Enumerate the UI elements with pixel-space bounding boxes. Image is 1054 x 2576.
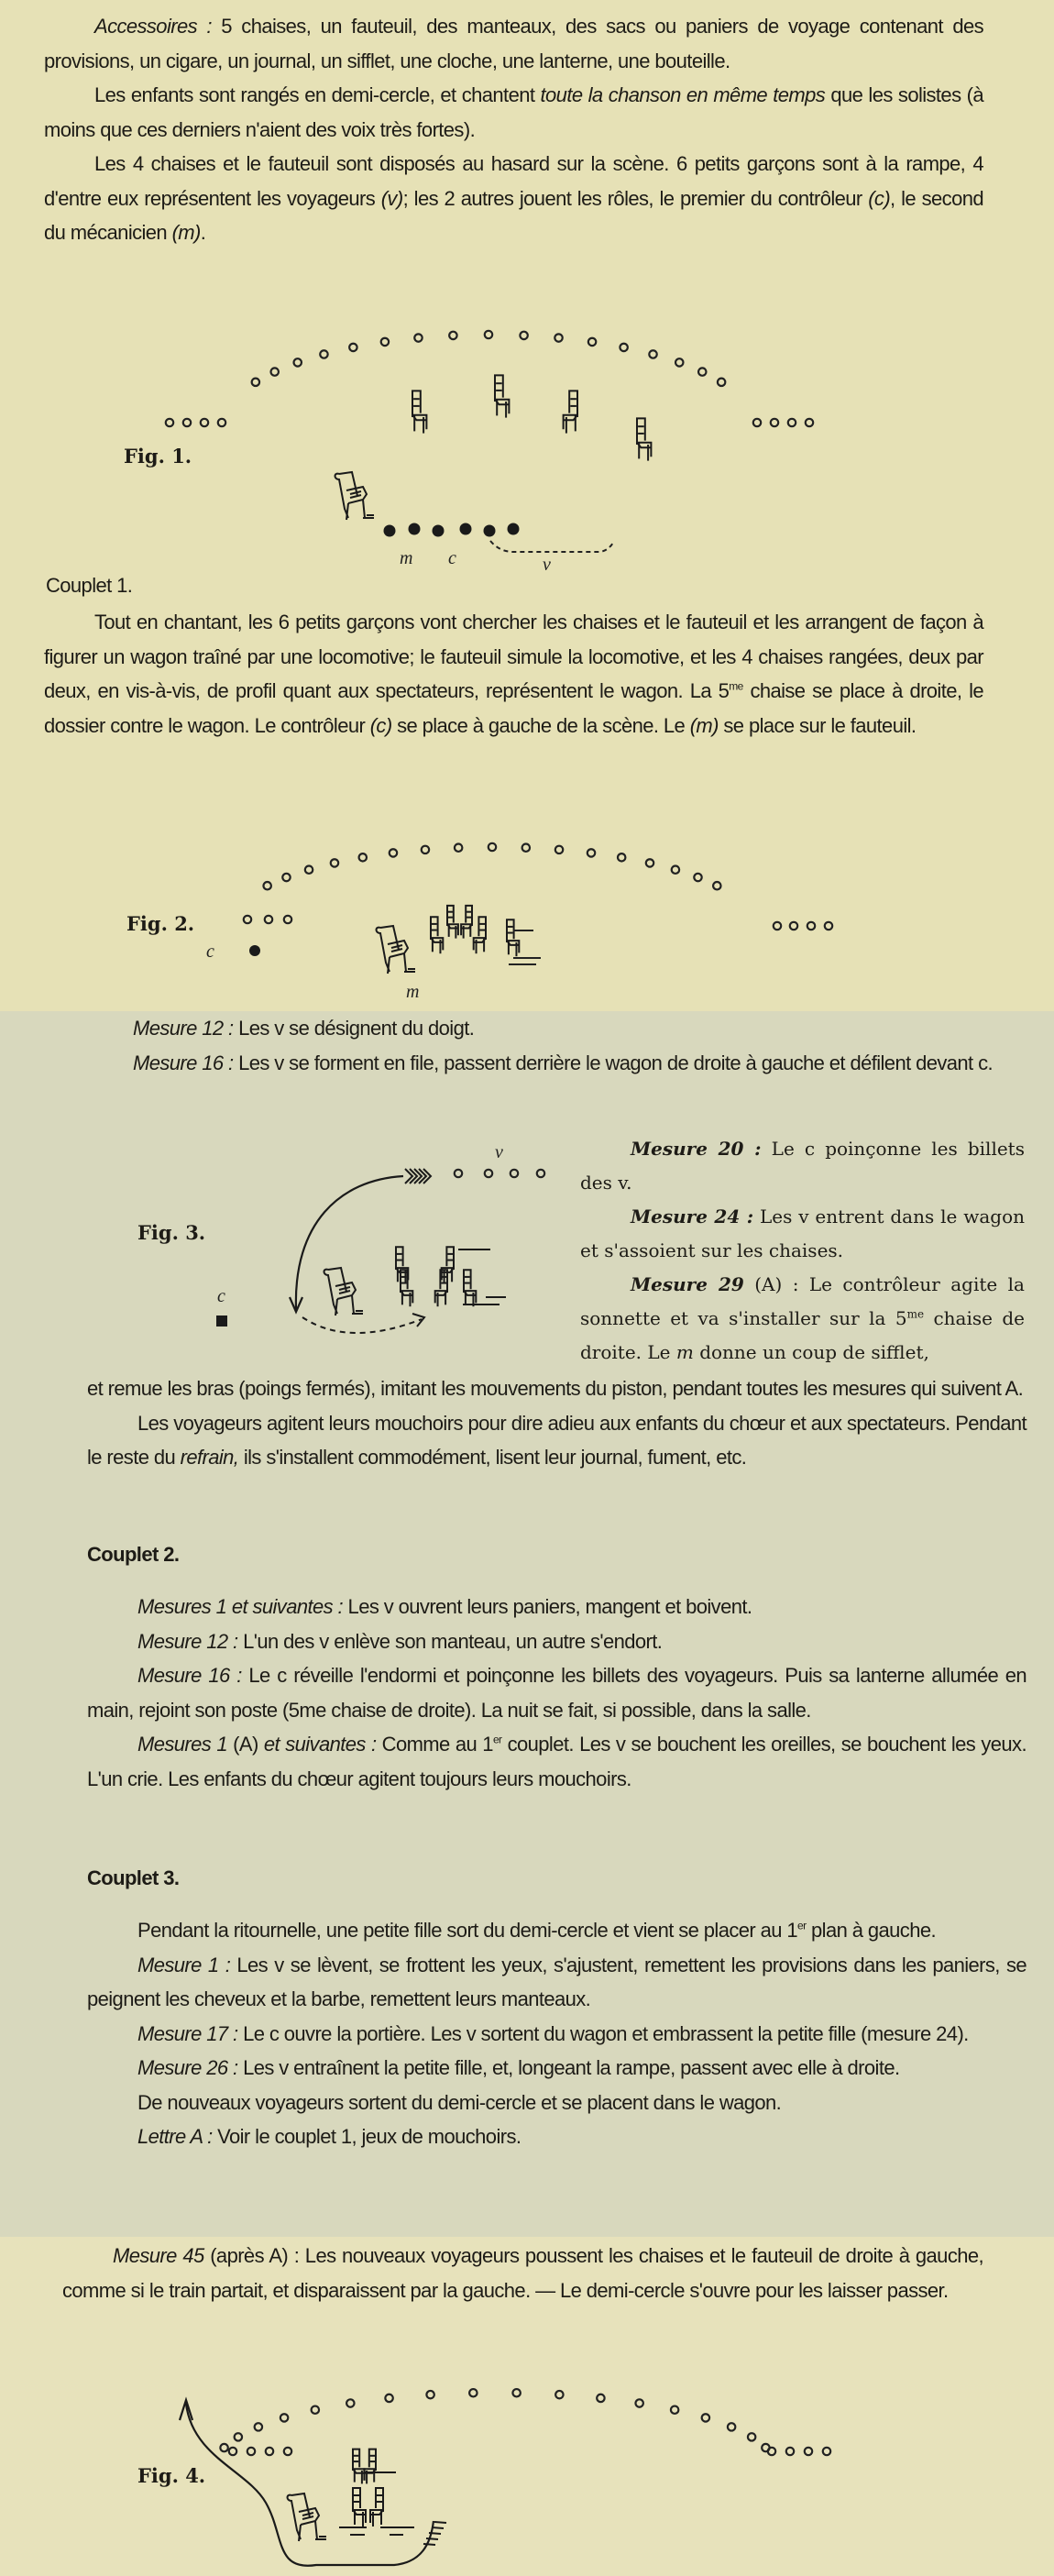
measure-text: chaise de droite. Le bbox=[580, 1307, 1025, 1363]
measure-text: L'un des v enlève son manteau, un autre s'endort. bbox=[237, 1629, 663, 1653]
child-ring bbox=[320, 350, 327, 358]
exit-path bbox=[186, 2404, 434, 2566]
nouveaux-paragraph: De nouveaux voyageurs sortent du demi-cercle et se placent dans le wagon. bbox=[137, 2090, 782, 2114]
child-ring bbox=[788, 419, 796, 426]
child-ring bbox=[247, 2448, 255, 2455]
text-run: se place à gauche de la scène. Le bbox=[391, 713, 690, 737]
text-run: , le second du mécanicien bbox=[44, 186, 983, 244]
fig4-label: Fig. 4. bbox=[137, 2464, 206, 2487]
figure-role-label: m bbox=[400, 548, 413, 568]
measure-item bbox=[82, 1011, 1027, 1046]
child-ring bbox=[522, 844, 530, 852]
measure-item bbox=[87, 1948, 1027, 2017]
child-ring bbox=[713, 882, 720, 889]
child-ring bbox=[635, 2399, 642, 2406]
text-run: plan à gauche. bbox=[806, 1919, 936, 1942]
couplet3-section bbox=[87, 1913, 1027, 2154]
child-ring bbox=[806, 419, 813, 426]
child-ring bbox=[805, 2448, 812, 2455]
text-run: ; les 2 autres jouent les rôles, le premier du contrôleur bbox=[402, 186, 869, 210]
measures-a-section bbox=[82, 1011, 1027, 1080]
child-ring bbox=[385, 2394, 392, 2402]
boy-dot bbox=[384, 525, 396, 537]
chair-icon bbox=[353, 2449, 365, 2484]
child-ring bbox=[790, 922, 797, 930]
child-ring bbox=[381, 338, 389, 346]
chair-icon bbox=[364, 2449, 376, 2484]
child-ring bbox=[449, 332, 456, 339]
figure-role-label: m bbox=[406, 982, 420, 1002]
role-m: (m) bbox=[171, 221, 201, 244]
child-ring bbox=[672, 866, 679, 874]
child-ring bbox=[284, 916, 291, 923]
measure-text: (après A) : Les nouveaux voyageurs poussent les chaises et le fauteuil de droite à gauche, comme si le train partait, et disparaissent par la gauche. — Le demi-cercle s'ouvre pour les laisser passer. bbox=[62, 2244, 983, 2302]
measure-label: Mesures 1 et suivantes : bbox=[137, 1595, 344, 1618]
measure-label: Mesure 16 : bbox=[133, 1051, 234, 1074]
boy-dot bbox=[508, 523, 520, 535]
arrow-fletching bbox=[429, 2533, 441, 2534]
measure-label: Lettre A : bbox=[137, 2125, 213, 2148]
chair-icon bbox=[447, 906, 458, 939]
voyageurs-paragraph bbox=[87, 1406, 1027, 1475]
child-ring bbox=[698, 368, 706, 375]
measure-item bbox=[580, 1200, 1025, 1268]
figure-role-label: c bbox=[206, 941, 214, 962]
measure-label: Mesures 1 bbox=[137, 1733, 227, 1756]
measure-item bbox=[87, 1624, 1027, 1659]
child-ring bbox=[825, 922, 832, 930]
chair-icon bbox=[370, 2488, 383, 2526]
fig1-label: Fig. 1. bbox=[124, 445, 192, 468]
accessoires-label: Accessoires : bbox=[94, 15, 212, 38]
intro-section bbox=[44, 9, 983, 250]
measure-label: Mesure 20 : bbox=[631, 1138, 762, 1160]
mesure45-section bbox=[62, 2239, 983, 2307]
arrow-fletching bbox=[426, 2538, 438, 2539]
child-ring bbox=[587, 849, 595, 856]
child-ring bbox=[390, 849, 397, 856]
measure-label: (A) bbox=[226, 1733, 264, 1756]
couplet2-section bbox=[87, 1590, 1027, 1796]
measure-text: (A) : Le contrôleur agite la sonnette et va s'installer sur la 5 bbox=[580, 1273, 1025, 1329]
mesure29-continued bbox=[87, 1371, 1027, 1475]
child-ring bbox=[702, 2414, 709, 2421]
measure-item bbox=[87, 2017, 1027, 2052]
child-ring bbox=[244, 916, 251, 923]
fig2-diagram bbox=[0, 825, 1054, 1008]
child-ring bbox=[748, 2433, 755, 2440]
child-ring bbox=[331, 859, 338, 866]
text-run: ils s'installent commodément, lisent leur journal, fument, etc. bbox=[238, 1446, 747, 1469]
couplet1-paragraph bbox=[44, 605, 983, 743]
chair-icon bbox=[637, 418, 651, 460]
child-ring bbox=[252, 379, 259, 386]
child-ring bbox=[485, 1170, 492, 1177]
child-ring bbox=[426, 2391, 434, 2398]
boy-dot bbox=[409, 523, 421, 535]
child-ring bbox=[455, 1170, 462, 1177]
measure-text: Comme au 1 bbox=[376, 1733, 493, 1756]
child-ring bbox=[359, 853, 367, 861]
measure-text: Les v entraînent la petite fille, et, longeant la rampe, passent avec elle à droite. bbox=[237, 2056, 900, 2079]
child-ring bbox=[537, 1170, 544, 1177]
child-ring bbox=[771, 419, 778, 426]
chair-icon bbox=[435, 1270, 447, 1306]
child-ring bbox=[265, 916, 272, 923]
couplet2-heading: Couplet 2. bbox=[87, 1543, 180, 1566]
couplet1-section bbox=[44, 605, 983, 743]
child-ring bbox=[220, 2444, 227, 2451]
child-ring bbox=[294, 358, 302, 366]
armchair-icon bbox=[288, 2493, 327, 2541]
measure-item bbox=[62, 2239, 983, 2307]
measure-item bbox=[82, 1046, 1027, 1081]
boy-dot bbox=[249, 945, 260, 956]
child-ring bbox=[455, 844, 462, 852]
superscript: me bbox=[906, 1307, 925, 1321]
measure-label: et suivantes : bbox=[263, 1733, 377, 1756]
child-ring bbox=[671, 2406, 678, 2414]
measure-text: Les v se forment en file, passent derrière le wagon de droite à gauche et défilent devant c. bbox=[233, 1051, 993, 1074]
fig1-diagram bbox=[0, 321, 1054, 575]
child-ring bbox=[280, 2414, 288, 2421]
child-ring bbox=[218, 419, 225, 426]
role-c: (c) bbox=[868, 186, 891, 210]
chair-icon bbox=[464, 1270, 476, 1306]
figure-role-label: c bbox=[217, 1286, 225, 1306]
child-ring bbox=[511, 1170, 518, 1177]
measure-text: Les v se désignent du doigt. bbox=[233, 1017, 475, 1040]
measure-text: Le c ouvre la portière. Les v sortent du wagon et embrassent la petite fille (mesure 24). bbox=[237, 2021, 969, 2045]
couplet3-intro bbox=[87, 1913, 1027, 1948]
child-ring bbox=[597, 2394, 604, 2402]
accessoires-paragraph bbox=[44, 9, 983, 78]
chair-icon bbox=[353, 2488, 366, 2526]
measure-item bbox=[87, 2051, 1027, 2086]
child-ring bbox=[282, 874, 290, 881]
fig3-diagram bbox=[0, 1123, 568, 1343]
child-ring bbox=[166, 419, 173, 426]
measure-item bbox=[87, 1727, 1027, 1796]
chair-icon bbox=[401, 1270, 412, 1306]
measure-label: Mesure 1 : bbox=[137, 1953, 231, 1976]
boy-dot bbox=[433, 525, 445, 537]
child-ring bbox=[183, 419, 191, 426]
measure-item bbox=[580, 1268, 1025, 1370]
child-ring bbox=[235, 2433, 242, 2440]
figure-role-label: v bbox=[543, 555, 551, 575]
fig3-label: Fig. 3. bbox=[137, 1221, 206, 1244]
text-run: chaise se place à droite, le dossier contre le wagon. Le contrôleur bbox=[44, 679, 983, 737]
child-ring bbox=[694, 874, 701, 881]
child-ring bbox=[649, 350, 656, 358]
measure-item bbox=[87, 1590, 1027, 1624]
boy-dot bbox=[484, 525, 496, 537]
measure-text: Les v entrent dans le wagon et s'assoient sur les chaises. bbox=[580, 1205, 1025, 1261]
lettre-a bbox=[87, 2119, 1027, 2154]
figure-role-label: c bbox=[448, 548, 456, 568]
child-ring bbox=[346, 2399, 354, 2406]
measure-label: Mesure 16 : bbox=[137, 1664, 242, 1687]
measure-item bbox=[580, 1132, 1025, 1200]
couplet3-heading: Couplet 3. bbox=[87, 1866, 180, 1889]
text-run: se place sur le fauteuil. bbox=[718, 713, 917, 737]
fig2-label: Fig. 2. bbox=[126, 912, 195, 935]
child-ring bbox=[762, 2444, 769, 2451]
superscript: er bbox=[492, 1733, 502, 1746]
child-ring bbox=[786, 2448, 794, 2455]
child-ring bbox=[312, 2406, 319, 2414]
fig3-side-text bbox=[580, 1132, 1025, 1370]
couplet1-heading: Couplet 1. bbox=[46, 574, 133, 597]
child-ring bbox=[823, 2448, 830, 2455]
child-ring bbox=[753, 419, 761, 426]
chair-icon bbox=[396, 1247, 408, 1283]
measure-label: Mesure 12 : bbox=[137, 1629, 238, 1653]
child-ring bbox=[555, 2391, 563, 2398]
armchair-icon bbox=[335, 472, 375, 520]
text-run: Tout en chantant, les 6 petits garçons vont chercher les chaises et le fauteuil et les arrangent de façon à figurer un wagon traîné par une locomotive; le fauteuil simule la locomotive, et les 4 chaises rangées, deux par deux, en vis-à-vis, de profil quant aux spectateurs, représentent le wagon. La 5 bbox=[44, 611, 983, 702]
measure-label: Mesure 12 : bbox=[133, 1017, 234, 1040]
controleur-marker bbox=[216, 1316, 227, 1327]
child-ring bbox=[620, 344, 627, 351]
enfants-paragraph bbox=[44, 78, 983, 147]
child-ring bbox=[555, 846, 563, 853]
child-ring bbox=[255, 2423, 262, 2430]
child-ring bbox=[414, 334, 422, 341]
measure-text: Les v ouvrent leurs paniers, mangent et boivent. bbox=[343, 1595, 752, 1618]
child-ring bbox=[271, 368, 279, 375]
chair-icon bbox=[412, 391, 426, 433]
chair-icon bbox=[461, 906, 472, 939]
boy-dot bbox=[460, 523, 472, 535]
role-c: (c) bbox=[369, 713, 392, 737]
child-ring bbox=[718, 379, 725, 386]
chair-icon bbox=[507, 919, 519, 956]
role-m: m bbox=[675, 1341, 694, 1363]
role-v: (v) bbox=[380, 186, 403, 210]
child-ring bbox=[263, 882, 270, 889]
text-run: Les enfants sont rangés en demi-cercle, et chantent bbox=[94, 83, 541, 106]
measure-text: Voir le couplet 1, jeux de mouchoirs. bbox=[212, 2125, 522, 2148]
child-ring bbox=[675, 358, 683, 366]
measure-text: Les v se lèvent, se frottent les yeux, s'ajustent, remettent les provisions dans les paniers, se peignent les cheveux et la barbe, remettent leurs manteaux. bbox=[87, 1953, 1027, 2010]
measure-label: Mesure 24 : bbox=[631, 1205, 754, 1227]
measure-text: donne un coup de sifflet, bbox=[693, 1341, 929, 1363]
arrow-fletching bbox=[432, 2527, 444, 2528]
measure-label: Mesure 29 bbox=[631, 1273, 744, 1295]
measure-text: et remue les bras (poings fermés), imitant les mouvements du piston, pendant toutes les mesures qui suivent A. bbox=[87, 1377, 1024, 1400]
child-ring bbox=[201, 419, 208, 426]
arrow-fletching bbox=[423, 2544, 435, 2545]
armchair-icon bbox=[324, 1268, 364, 1316]
chair-icon bbox=[495, 375, 509, 417]
chair-icon bbox=[431, 917, 443, 953]
armchair-icon bbox=[377, 926, 416, 974]
child-ring bbox=[229, 2448, 236, 2455]
child-ring bbox=[646, 859, 653, 866]
role-m: (m) bbox=[689, 713, 719, 737]
measure-text: Le c poinçonne les billets des v. bbox=[580, 1138, 1025, 1194]
child-ring bbox=[554, 334, 562, 341]
figure-role-label: v bbox=[495, 1142, 503, 1162]
measure-label: Mesure 45 bbox=[113, 2244, 204, 2267]
child-ring bbox=[422, 846, 429, 853]
child-ring bbox=[485, 331, 492, 338]
fig4-diagram bbox=[0, 2365, 1054, 2576]
child-ring bbox=[512, 2389, 520, 2396]
measure-item bbox=[87, 1658, 1027, 1727]
measure-label: Mesure 17 : bbox=[137, 2021, 238, 2045]
chaises-paragraph bbox=[44, 147, 983, 250]
arrow-fletching bbox=[434, 2522, 446, 2523]
child-ring bbox=[489, 843, 496, 851]
child-ring bbox=[284, 2448, 291, 2455]
text-run: que les solistes (à moins que ces derniers n'aient des voix très fortes). bbox=[44, 83, 984, 141]
superscript: me bbox=[729, 679, 743, 693]
dashed-return-path bbox=[302, 1317, 422, 1333]
child-ring bbox=[469, 2389, 477, 2396]
emphasis-run: toute la chanson en même temps bbox=[540, 83, 826, 106]
child-ring bbox=[807, 922, 815, 930]
text-run: Les 4 chaises et le fauteuil sont disposés au hasard sur la scène. 6 petits garçons sont à la rampe, 4 d'entre eux représentent les voyageurs bbox=[44, 152, 983, 210]
chair-icon bbox=[474, 917, 486, 953]
child-ring bbox=[266, 2448, 273, 2455]
child-ring bbox=[728, 2423, 735, 2430]
child-ring bbox=[349, 344, 357, 351]
text-run: Les voyageurs agitent leurs mouchoirs pour dire adieu aux enfants du chœur et aux spectateurs. Pendant le reste du bbox=[87, 1411, 1027, 1469]
arrow-head bbox=[412, 1314, 424, 1327]
child-ring bbox=[520, 332, 527, 339]
chair-icon bbox=[564, 391, 577, 433]
child-ring bbox=[305, 866, 313, 874]
measure-text: Le c réveille l'endormi et poinçonne les billets des voyageurs. Puis sa lanterne allumée en main, rejoint son poste (5me chaise de droite). La nuit se fait, si possible, dans la salle. bbox=[87, 1664, 1027, 1722]
measure-label: Mesure 26 : bbox=[137, 2056, 238, 2079]
voyageurs-bracket bbox=[490, 541, 614, 552]
text-run: . bbox=[200, 221, 206, 244]
accessoires-text: 5 chaises, un fauteuil, des manteaux, des sacs ou paniers de voyage contenant des provisions, un cigare, un journal, un sifflet, une cloche, une lanterne, une bouteille. bbox=[44, 15, 983, 72]
measure-text: couplet. Les v se bouchent les oreilles, se bouchent les yeux. L'un crie. Les enfants du chœur agitent toujours leurs mouchoirs. bbox=[87, 1733, 1027, 1790]
child-ring bbox=[618, 853, 625, 861]
emphasis-run: refrain, bbox=[180, 1446, 239, 1469]
superscript: er bbox=[797, 1919, 807, 1932]
child-ring bbox=[774, 922, 781, 930]
arrow-head bbox=[180, 2400, 192, 2420]
circling-path bbox=[296, 1176, 403, 1309]
text-run: Pendant la ritournelle, une petite fille sort du demi-cercle et vient se placer au 1 bbox=[137, 1919, 798, 1942]
child-ring bbox=[588, 338, 596, 346]
